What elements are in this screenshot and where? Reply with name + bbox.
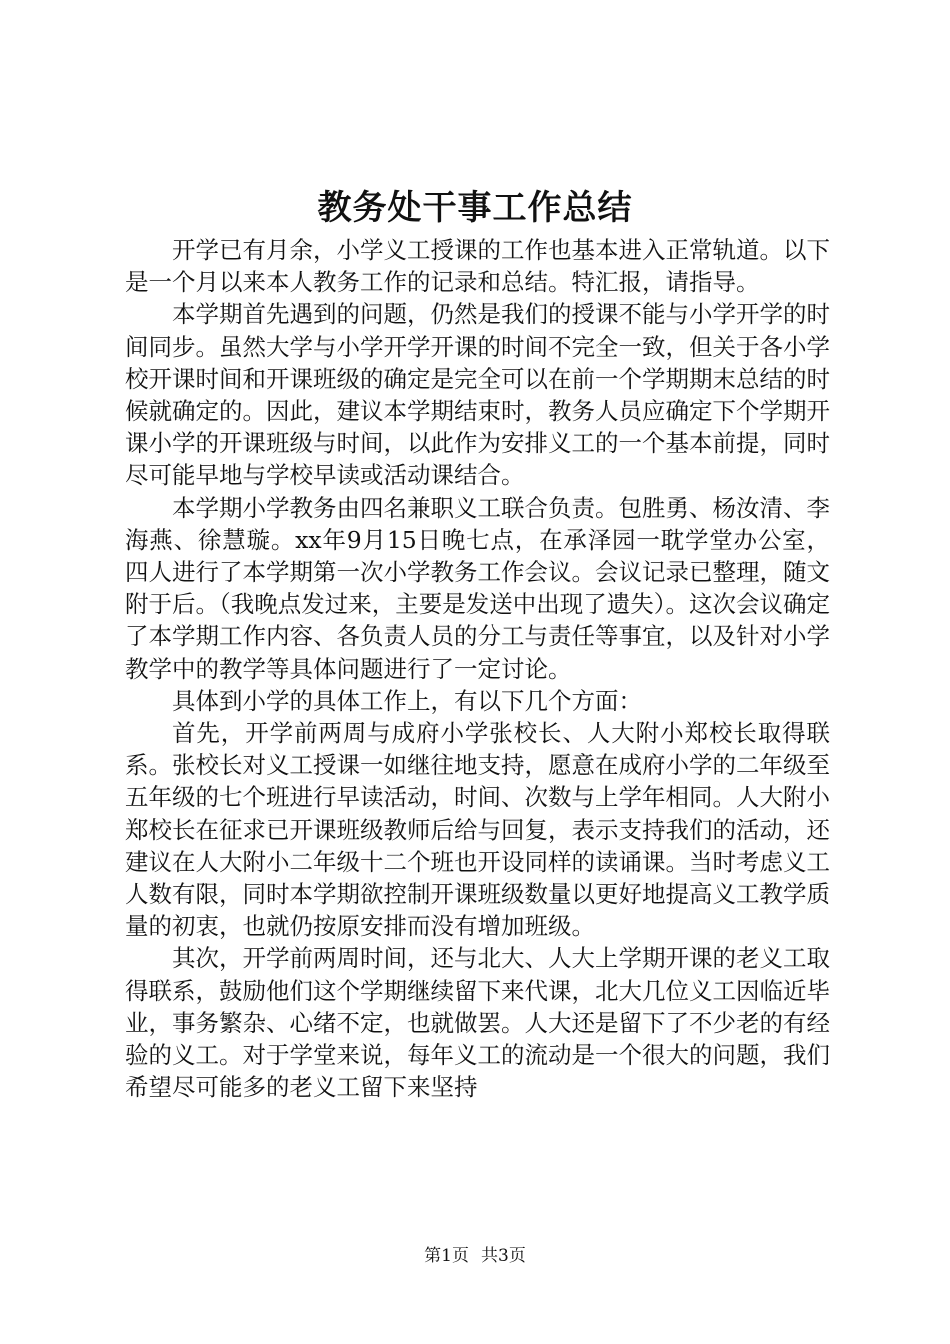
paragraph: 具体到小学的具体工作上，有以下几个方面：: [172, 686, 642, 715]
paragraph: 首先，开学前两周与成府小学张校长、人大附小郑校长取得联系。张校长对义工授课一如继往地支持，愿意在成府小学的二年级至五年级的七个班进行早读活动，时间、次数与上学年相同。人大附小郑校长在征求已开课班级教师后给与回复，表示支持我们的活动，还建议在人大附小二年级十二个班也开设同样的读诵课。当时考虑义工人数有限，同时本学期欲控制开课班级数量以更好地提高义工教学质量的初衷，也就仍按原安排而没有增加班级。: [125, 719, 830, 941]
document-body: [125, 234, 830, 1103]
paragraph: 其次，开学前两周时间，还与北大、人大上学期开课的老义工取得联系，鼓励他们这个学期继续留下来代课，北大几位义工因临近毕业，事务繁杂、心绪不定，也就做罢。人大还是留下了不少老的有经验的义工。对于学堂来说，每年义工的流动是一个很大的问题，我们希望尽可能多的老义工留下来坚持: [125, 944, 830, 1102]
page-total: 共3页: [481, 1246, 526, 1266]
paragraph: 开学已有月余，小学义工授课的工作也基本进入正常轨道。以下是一个月以来本人教务工作的记录和总结。特汇报，请指导。: [125, 236, 830, 297]
paragraph: 本学期首先遇到的问题，仍然是我们的授课不能与小学开学的时间同步。虽然大学与小学开学开课的时间不完全一致，但关于各小学校开课时间和开课班级的确定是完全可以在前一个学期期末总结的时候就确定的。因此，建议本学期结束时，教务人员应确定下个学期开课小学的开课班级与时间，以此作为安排义工的一个基本前提，同时尽可能早地与学校早读或活动课结合。: [125, 300, 830, 490]
page-footer: [0, 1245, 950, 1267]
document-title: 教务处干事工作总结: [317, 188, 633, 228]
page-number: 第1页: [424, 1246, 469, 1266]
paragraph: 本学期小学教务由四名兼职义工联合负责。包胜勇、杨汝清、李海燕、徐慧璇。xx年9月15日晚七点，在承泽园一耽学堂办公室，四人进行了本学期第一次小学教务工作会议。会议记录已整理，随文附于后。（我晚点发过来，主要是发送中出现了遗失）。这次会议确定了本学期工作内容、各负责人员的分工与责任等事宜，以及针对小学教学中的教学等具体问题进行了一定讨论。: [125, 493, 830, 683]
